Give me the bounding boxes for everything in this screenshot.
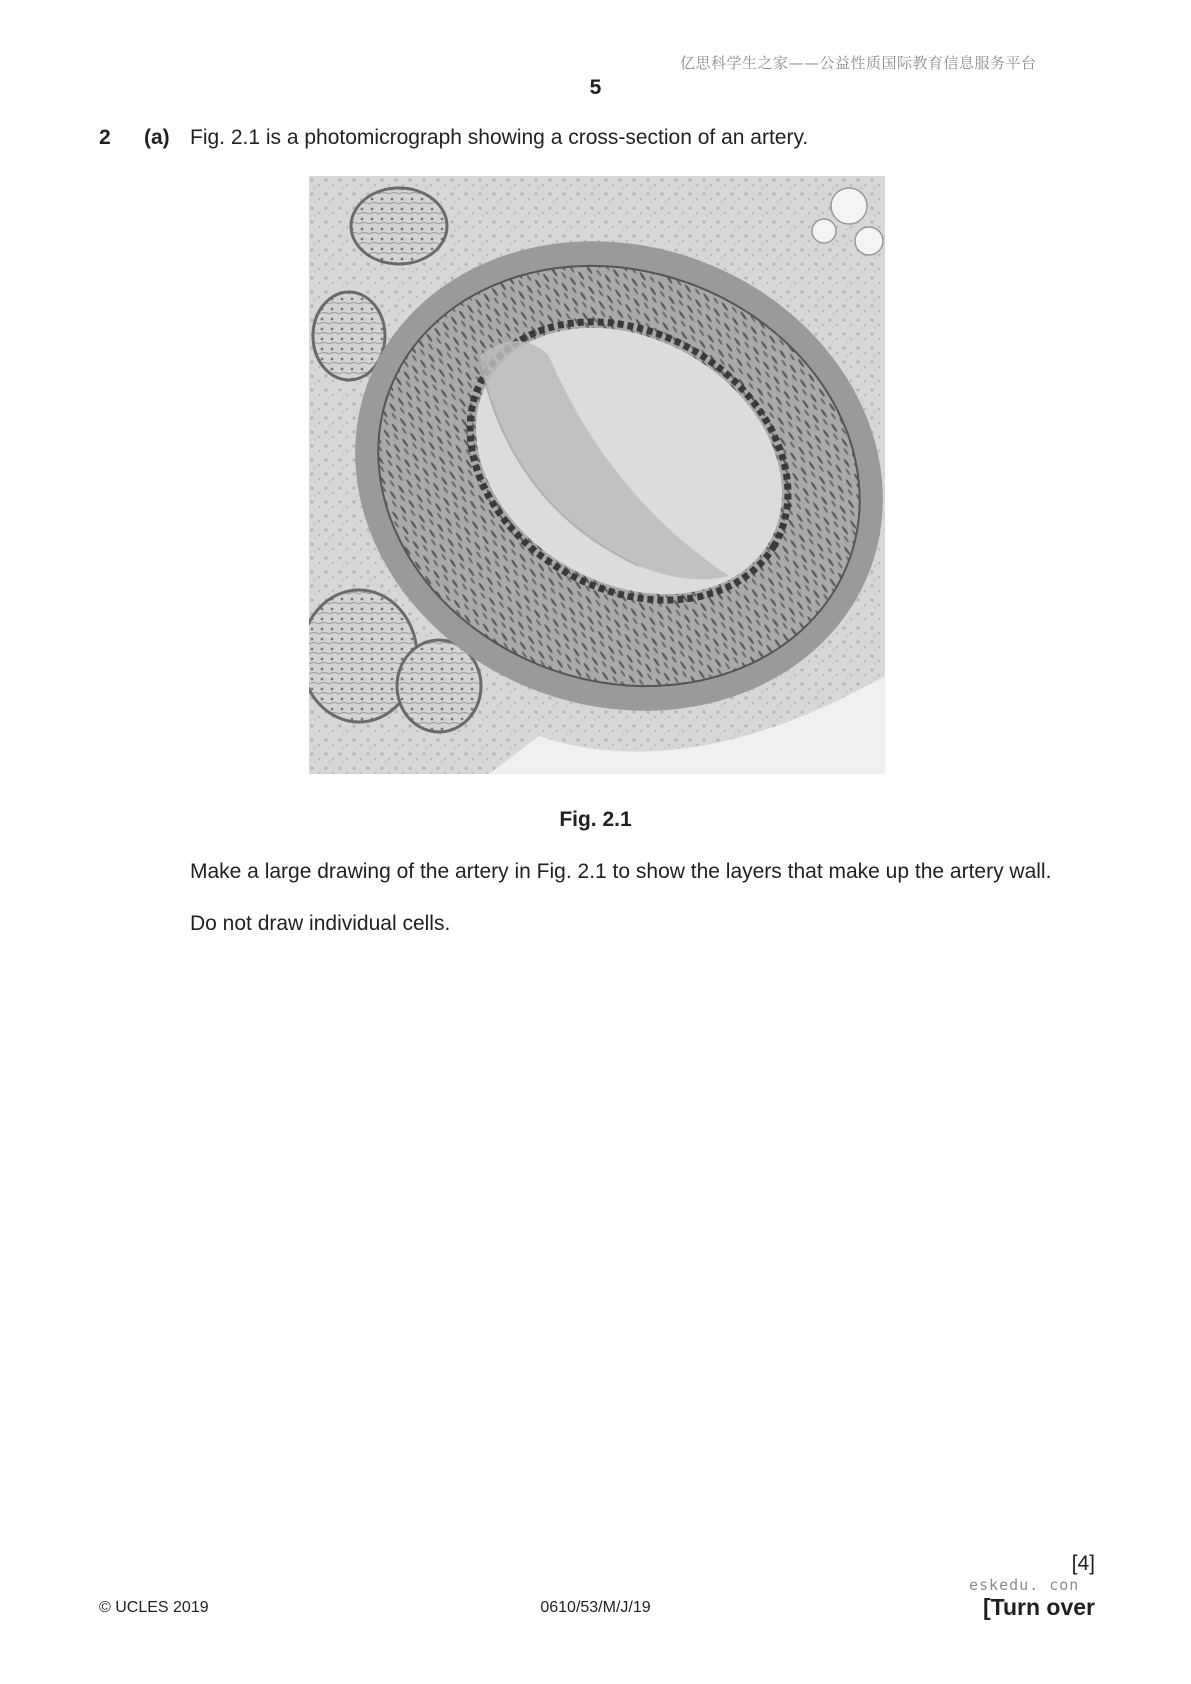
nerve-bundle [351,188,447,264]
question-number: 2 [99,126,111,149]
marks-allocation: [4] [1071,1552,1095,1575]
paper-code: 0610/53/M/J/19 [540,1599,651,1616]
header-watermark: 亿思科学生之家——公益性质国际教育信息服务平台 [680,54,1037,72]
instruction-text: Do not draw individual cells. [190,912,451,935]
figure-caption: Fig. 2.1 [559,808,632,831]
copyright: © UCLES 2019 [99,1599,209,1616]
question-part: (a) [144,126,170,149]
turn-over: [Turn over [982,1594,1095,1620]
artery-photomicrograph [309,176,885,774]
footer-watermark: eskedu. con [969,1576,1080,1594]
page-number: 5 [589,76,602,99]
instruction-text: Make a large drawing of the artery in Fig. 2.1 to show the layers that make up the artery wall. [190,860,1052,883]
question-intro: Fig. 2.1 is a photomicrograph showing a cross-section of an artery. [190,126,809,149]
